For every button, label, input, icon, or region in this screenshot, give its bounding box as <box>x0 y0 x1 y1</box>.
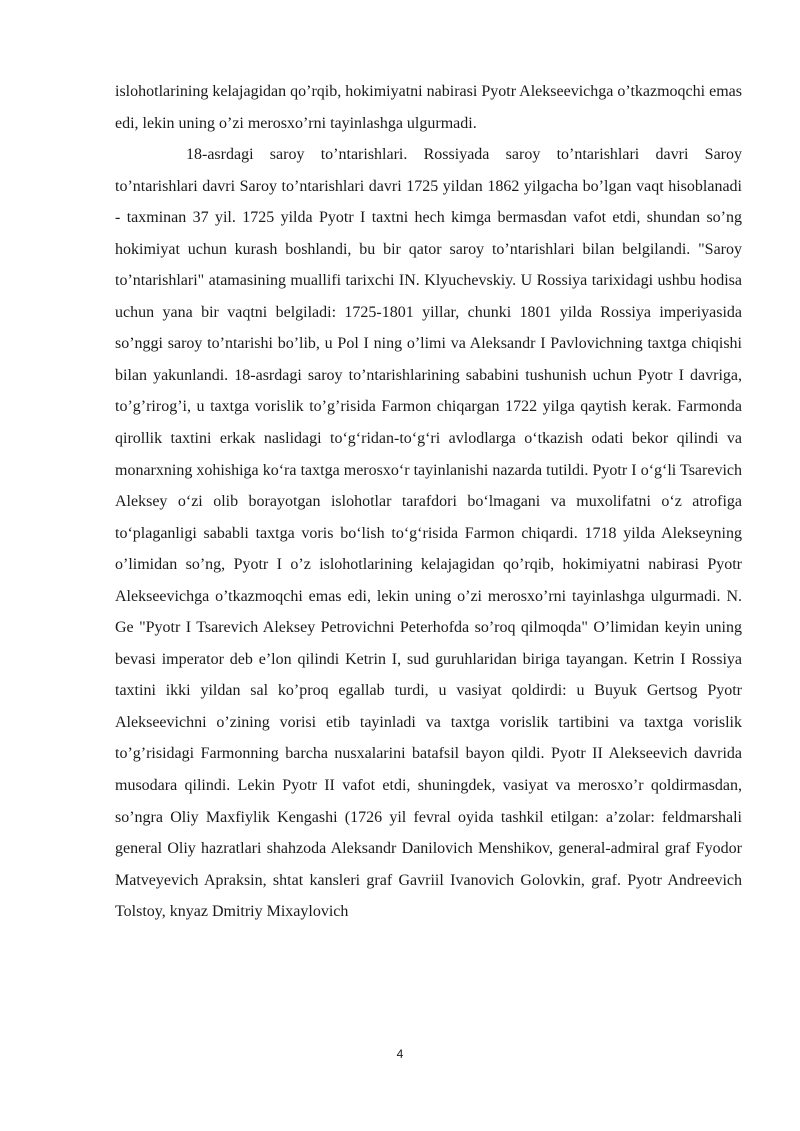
page-number: 4 <box>396 1047 404 1061</box>
body-text <box>115 76 742 928</box>
paragraph: 18-asrdagi saroy to’ntarishlari. Rossiyada saroy to’ntarishlari davri Saroy to’ntarishlari davri Saroy to’ntarishlari davri 1725 yildan 1862 yilgacha bo’lgan vaqt hisoblanadi - taxminan 37 yil. 1725 yilda Pyotr I taxtni hech kimga bermasdan vafot etdi, shundan so’ng hokimiyat uchun kurash boshlandi, bu bir qator saroy to’ntarishlari bilan belgilandi. "Saroy to’ntarishlari" atamasining muallifi tarixchi IN. Klyuchevskiy. U Rossiya tarixidagi ushbu hodisa uchun yana bir vaqtni belgiladi: 1725-1801 yillar, chunki 1801 yilda Rossiya imperiyasida so’nggi saroy to’ntarishi bo’lib, u Pol I ning o’limi va Aleksandr I Pavlovichning taxtga chiqishi bilan yakunlandi. 18-asrdagi saroy to’ntarishlarining sababini tushunish uchun Pyotr I davriga, to’g’rirog’i, u taxtga vorislik to’g’risida Farmon chiqargan 1722 yilga qaytish kerak. Farmonda qirollik taxtini erkak naslidagi to‘g‘ridan-to‘g‘ri avlodlarga o‘tkazish odati bekor qilindi va monarxning xohishiga ko‘ra taxtga merosxo‘r tayinlanishi nazarda tutildi. Pyotr I o‘g‘li Tsarevich Aleksey o‘zi olib borayotgan islohotlar tarafdori bo‘lmagani va muxolifatni o‘z atrofiga to‘plaganligi sababli taxtga voris bo‘lish to‘g‘risida Farmon chiqardi. 1718 yilda Alekseyning o’limidan so’ng, Pyotr I o’z islohotlarining kelajagidan qo’rqib, hokimiyatni nabirasi Pyotr Alekseevichga o’tkazmoqchi emas edi, lekin uning o’zi merosxo’rni tayinlashga ulgurmadi. N. Ge "Pyotr I Tsarevich Aleksey Petrovichni Peterhofda so’roq qilmoqda" O’limidan keyin uning bevasi imperator deb e’lon qilindi Ketrin I, sud guruhlaridan biriga tayangan. Ketrin I Rossiya taxtini ikki yildan sal ko’proq egallab turdi, u vasiyat qoldirdi: u Buyuk Gertsog Pyotr Alekseevichni o’zining vorisi etib tayinladi va taxtga vorislik tartibini va taxtga vorislik to’g’risidagi Farmonning barcha nusxalarini batafsil bayon qildi. Pyotr II Alekseevich davrida musodara qilindi. Lekin Pyotr II vafot etdi, shuningdek, vasiyat va merosxo’r qoldirmasdan, so’ngra Oliy Maxfiylik Kengashi (1726 yil fevral oyida tashkil etilgan: a’zolar: feldmarshali general Oliy hazratlari shahzoda Aleksandr Danilovich Menshikov, general-admiral graf Fyodor Matveyevich Apraksin, shtat kansleri graf Gavriil Ivanovich Golovkin, graf. Pyotr Andreevich Tolstoy, knyaz Dmitriy Mixaylovich <box>115 146 742 921</box>
paragraph: islohotlarining kelajagidan qo’rqib, hokimiyatni nabirasi Pyotr Alekseevichga o’tkazmoqchi emas edi, lekin uning o’zi merosxo’rni tayinlashga ulgurmadi. <box>115 83 742 132</box>
